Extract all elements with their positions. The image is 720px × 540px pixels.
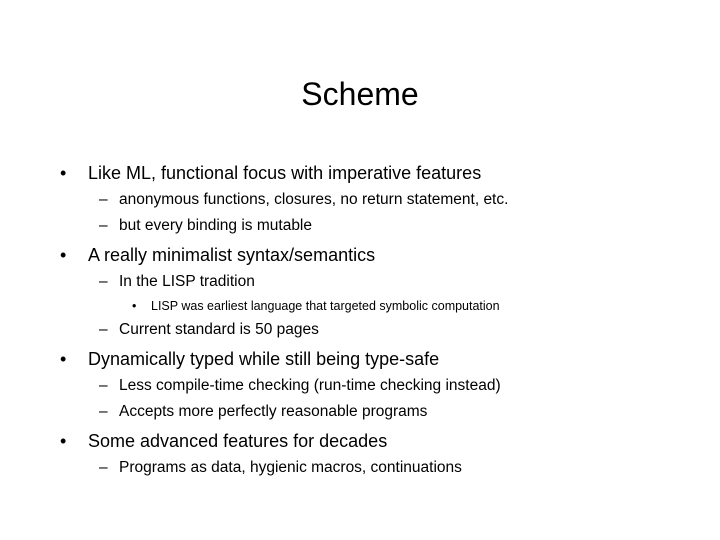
bullet-marker: •: [132, 299, 137, 313]
bullet-text: A really minimalist syntax/semantics: [88, 245, 376, 265]
dash-marker: –: [99, 273, 108, 290]
bullet-marker: •: [60, 245, 67, 265]
bullet-item: [60, 346, 700, 373]
dash-marker: –: [99, 191, 108, 208]
bullet-text: Some advanced features for decades: [88, 431, 388, 451]
bullet-item: [60, 160, 700, 187]
sub-bullet-item: [60, 455, 700, 481]
sub-sub-bullet-item: [60, 295, 700, 317]
bullet-text: Dynamically typed while still being type-safe: [88, 349, 440, 369]
bullet-item: [60, 242, 700, 269]
dash-marker: –: [99, 321, 108, 338]
sub-bullet-text: anonymous functions, closures, no return statement, etc.: [119, 191, 509, 208]
sub-bullet-text: In the LISP tradition: [119, 273, 255, 290]
sub-bullet-text: but every binding is mutable: [119, 217, 313, 234]
sub-bullet-item: [60, 373, 700, 399]
sub-bullet-item: [60, 269, 700, 295]
sub-bullet-text: Less compile-time checking (run-time checking instead): [119, 377, 501, 394]
sub-bullet-item: [60, 213, 700, 239]
dash-marker: –: [99, 217, 108, 234]
sub-bullet-text: Programs as data, hygienic macros, continuations: [119, 459, 462, 476]
sub-bullet-item: [60, 399, 700, 425]
bullet-list: [60, 160, 700, 481]
bullet-marker: •: [60, 163, 67, 183]
dash-marker: –: [99, 403, 108, 420]
slide-title: Scheme: [301, 76, 419, 112]
bullet-marker: •: [60, 431, 67, 451]
bullet-item: [60, 428, 700, 455]
dash-marker: –: [99, 459, 108, 476]
bullet-text: Like ML, functional focus with imperative features: [88, 163, 482, 183]
sub-bullet-text: Current standard is 50 pages: [119, 321, 319, 338]
bullet-marker: •: [60, 349, 67, 369]
dash-marker: –: [99, 377, 108, 394]
sub-bullet-text: Accepts more perfectly reasonable programs: [119, 403, 428, 420]
sub-bullet-item: [60, 187, 700, 213]
sub-sub-bullet-text: LISP was earliest language that targeted symbolic computation: [151, 299, 500, 313]
sub-bullet-item: [60, 317, 700, 343]
